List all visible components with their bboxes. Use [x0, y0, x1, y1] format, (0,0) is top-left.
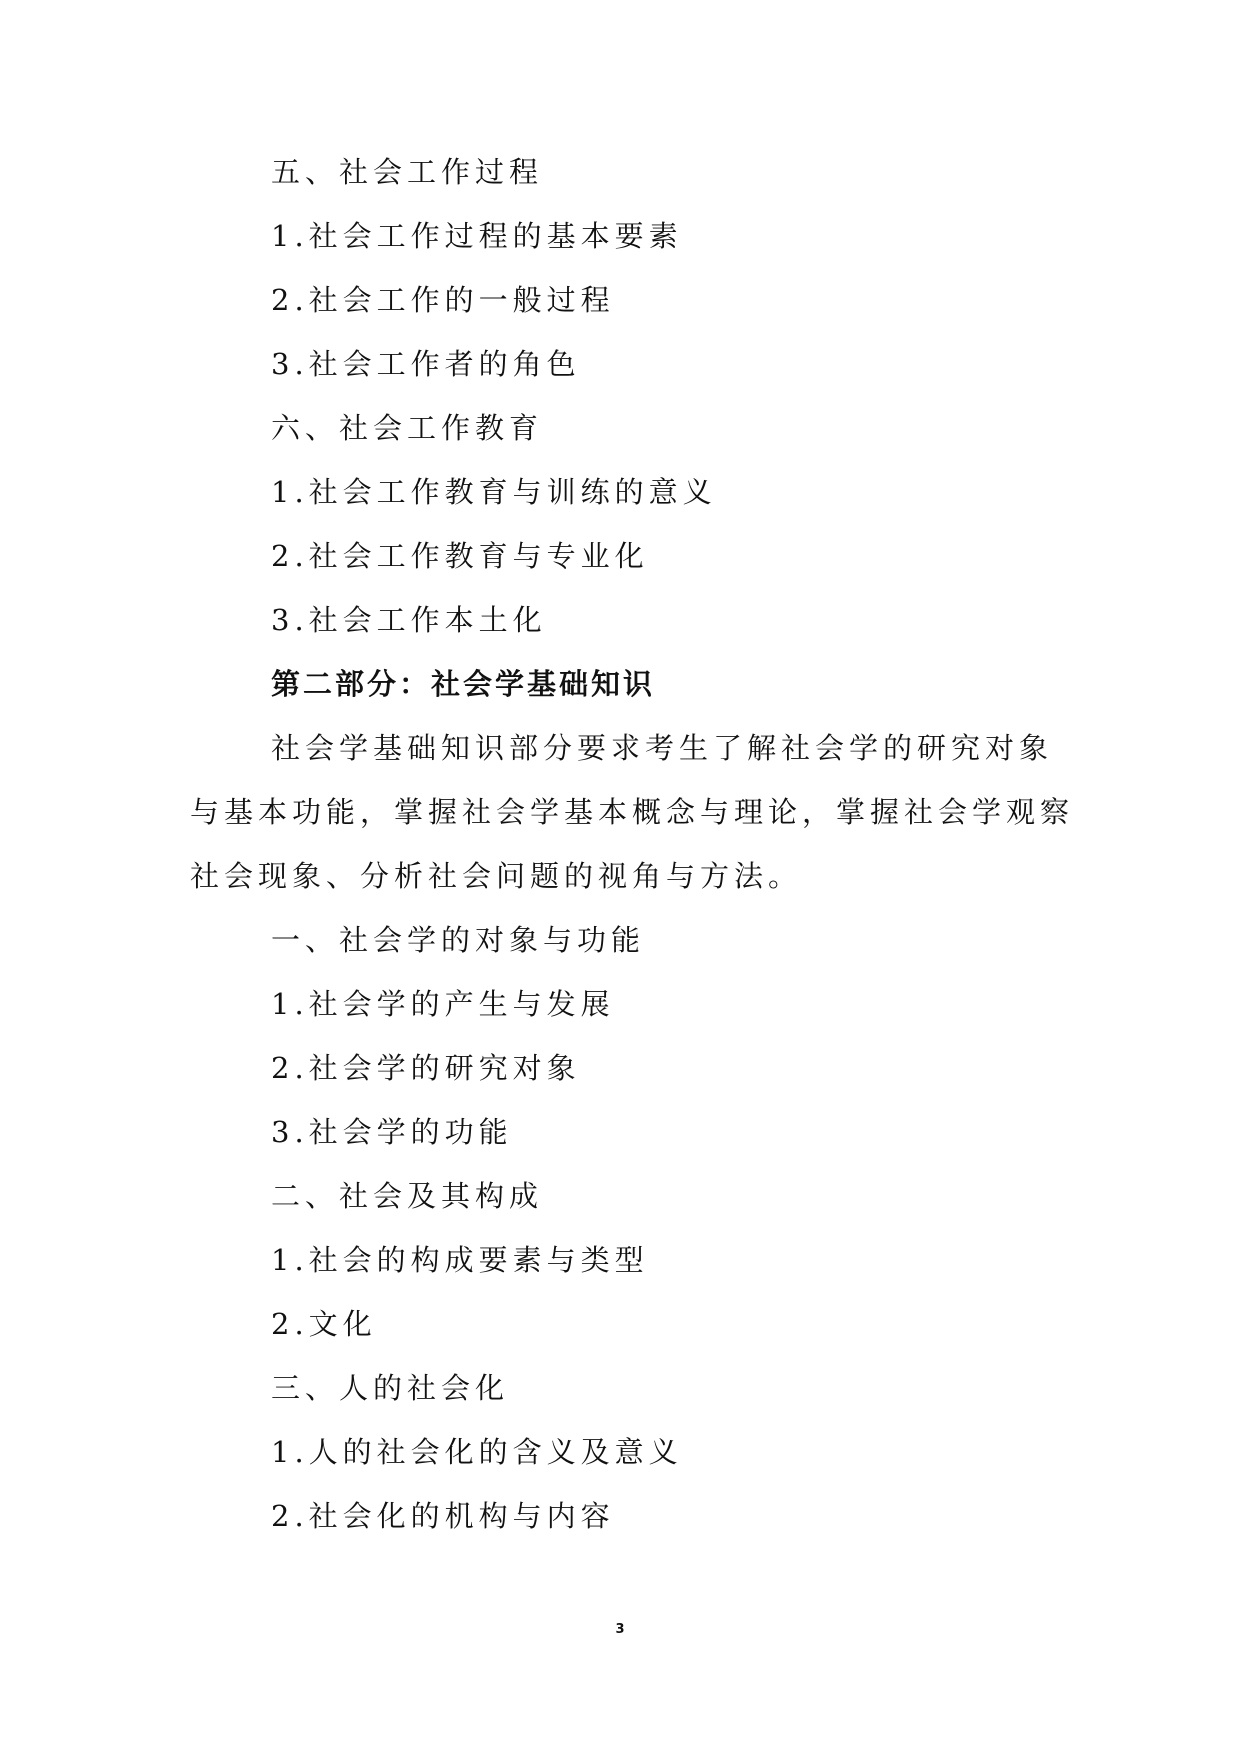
list-item: 1.社会的构成要素与类型 — [271, 1243, 649, 1277]
list-item: 2.社会学的研究对象 — [271, 1051, 581, 1085]
page-number: 3 — [615, 1622, 625, 1637]
list-item: 3.社会学的功能 — [271, 1115, 513, 1149]
list-item: 2.社会工作的一般过程 — [271, 283, 615, 317]
list-item: 3.社会工作本土化 — [271, 603, 547, 637]
list-item: 2.社会化的机构与内容 — [271, 1499, 615, 1533]
list-item: 1.社会学的产生与发展 — [271, 987, 615, 1021]
section-heading: 一、社会学的对象与功能 — [271, 923, 646, 957]
list-item: 3.社会工作者的角色 — [271, 347, 581, 381]
list-item: 1.人的社会化的含义及意义 — [271, 1435, 683, 1469]
section-heading: 三、人的社会化 — [271, 1371, 510, 1405]
list-item: 1.社会工作过程的基本要素 — [271, 219, 683, 253]
part-title: 第二部分：社会学基础知识 — [271, 667, 656, 701]
paragraph-line: 与基本功能，掌握社会学基本概念与理论，掌握社会学观察 — [190, 795, 1075, 829]
list-item: 2.社会工作教育与专业化 — [271, 539, 649, 573]
section-heading: 五、社会工作过程 — [271, 155, 544, 189]
list-item: 1.社会工作教育与训练的意义 — [271, 475, 717, 509]
list-item: 2.文化 — [271, 1307, 377, 1341]
paragraph-line: 社会学基础知识部分要求考生了解社会学的研究对象 — [271, 731, 1054, 765]
paragraph-line: 社会现象、分析社会问题的视角与方法。 — [190, 859, 803, 893]
section-heading: 六、社会工作教育 — [271, 411, 544, 445]
section-heading: 二、社会及其构成 — [271, 1179, 544, 1213]
